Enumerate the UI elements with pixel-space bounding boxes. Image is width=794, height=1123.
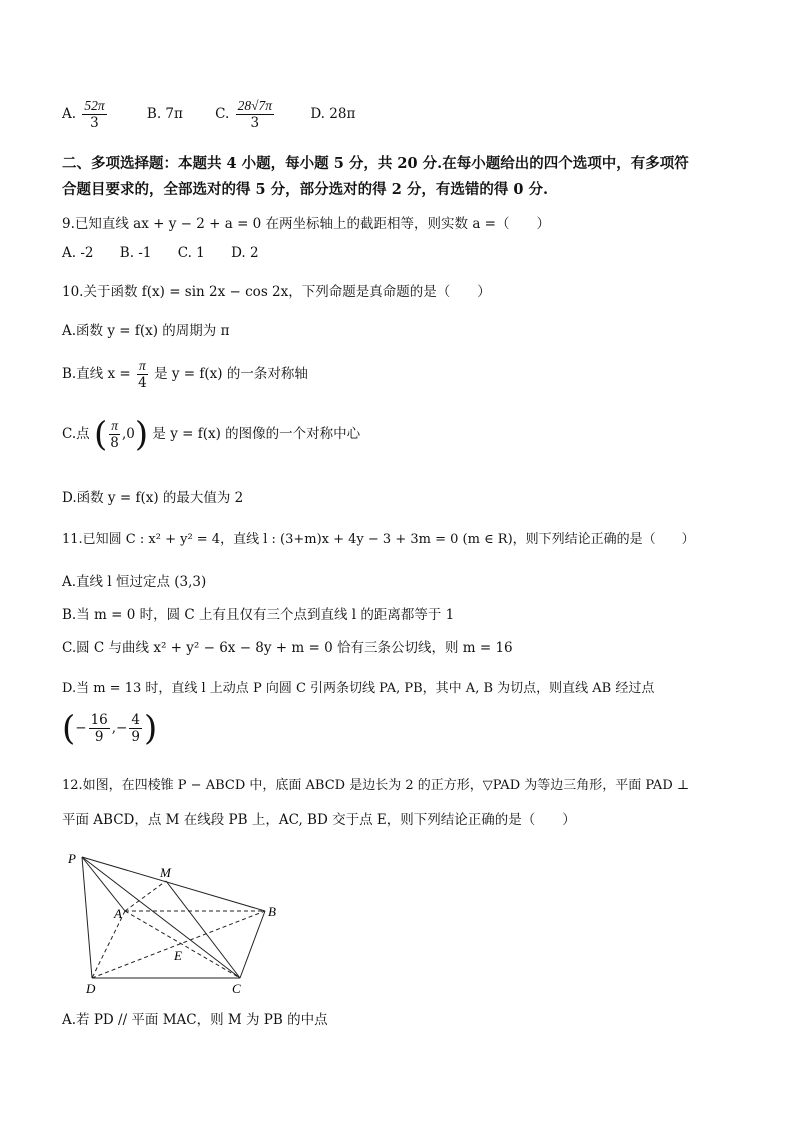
q8-option-c-fraction: $\frac{28√7\pi}{3}$	[237, 98, 273, 131]
diagonal-ac	[125, 911, 240, 978]
q12-stem-line2: 平面 ABCD，点 M 在线段 PB 上，AC, BD 交于点 E，则下列结论正确的是（ ）	[62, 812, 576, 828]
q12-stem-line1: 12.如图，在四棱锥 P − ABCD 中，底面 ABCD 是边长为 2 的正方形，▽PAD 为等边三角形，平面 PAD ⊥	[62, 778, 690, 793]
q11-option-d: D.当 m = 13 时，直线 l 上动点 P 向圆 C 引两条切线 PA, PB，其中 A, B 为切点，则直线 AB 经过点	[62, 681, 655, 696]
q8-option-a: A. $\frac{52\pi}{3}$	[62, 98, 105, 131]
label-b: B	[268, 904, 276, 919]
q11-stem: 11.已知圆 C : x² + y² = 4，直线 l : (3+m)x + 4y − 3 + 3m = 0 (m ∈ R)，则下列结论正确的是（ ）	[62, 532, 695, 547]
label-m: M	[160, 865, 171, 880]
q9-option-b: B. -1	[119, 245, 152, 261]
q11-point-x-fraction: $\frac{16}{9}$	[90, 712, 108, 745]
q8-option-c: C. $\frac{28√7\pi}{3}$	[215, 98, 273, 131]
q10-option-b-fraction: $\frac{\pi}{4}$	[138, 358, 147, 391]
label-c: C	[232, 981, 241, 995]
q11-option-b: B.当 m = 0 时，圆 C 上有且仅有三个点到直线 l 的距离都等于 1	[62, 607, 455, 623]
q8-option-d: D. 28π	[310, 106, 356, 122]
diagonal-bd	[92, 911, 265, 978]
q11-option-d-point: (− $\frac{16}{9}$ ,− $\frac{4}{9}$ )	[62, 708, 158, 749]
edge-pb	[82, 857, 265, 911]
q8-options	[62, 98, 355, 131]
q10-option-d: D.函数 y = f(x) 的最大值为 2	[62, 490, 244, 506]
label-a: A	[114, 906, 122, 921]
edge-cb	[240, 911, 265, 978]
q11-option-a: A.直线 l 恒过定点 (3,3)	[62, 574, 207, 590]
q8-option-a-fraction: $\frac{52\pi}{3}$	[84, 98, 105, 131]
q11-option-c: C.圆 C 与曲线 x² + y² − 6x − 8y + m = 0 恰有三条公切线，则 m = 16	[62, 640, 513, 656]
section2-line1: 二、多项选择题：本题共 4 小题，每小题 5 分，共 20 分.在每小题给出的四个选项中，有多项符	[62, 155, 689, 172]
pyramid-figure	[62, 845, 302, 995]
q10-option-c-fraction: $\frac{\pi}{8}$	[110, 418, 119, 451]
q9-stem: 9.已知直线 ax + y − 2 + a = 0 在两坐标轴上的截距相等，则实数 a =（ ）	[62, 216, 550, 232]
q10-option-b: B.直线 x = $\frac{\pi}{4}$ 是 y = f(x) 的一条对称轴	[62, 358, 308, 391]
q10-option-a: A.函数 y = f(x) 的周期为 π	[62, 323, 230, 339]
q12-option-a: A.若 PD // 平面 MAC，则 M 为 PB 的中点	[62, 1012, 328, 1028]
q10-stem: 10.关于函数 f(x) = sin 2x − cos 2x，下列命题是真命题的是（ ）	[62, 284, 491, 300]
q11-point-y-fraction: $\frac{4}{9}$	[131, 712, 140, 745]
label-p: P	[68, 851, 76, 866]
q10-option-c: C.点 ( $\frac{\pi}{8}$ ,0) 是 y = f(x) 的图像的一个对称中心	[62, 414, 361, 455]
q9-option-c: C. 1	[177, 245, 205, 261]
q9-option-a: A. -2	[62, 245, 94, 261]
label-e: E	[174, 948, 182, 963]
segment-am	[125, 881, 166, 911]
edge-ad	[92, 911, 125, 978]
q9-options	[62, 245, 259, 261]
label-d: D	[86, 981, 96, 995]
edge-pa-visible	[82, 857, 125, 911]
q9-option-d: D. 2	[231, 245, 259, 261]
section2-line2: 合题目要求的，全部选对的得 5 分，部分选对的得 2 分，有选错的得 0 分.	[62, 181, 549, 198]
edge-pd	[82, 857, 92, 978]
q8-option-b: B. 7π	[146, 106, 183, 122]
